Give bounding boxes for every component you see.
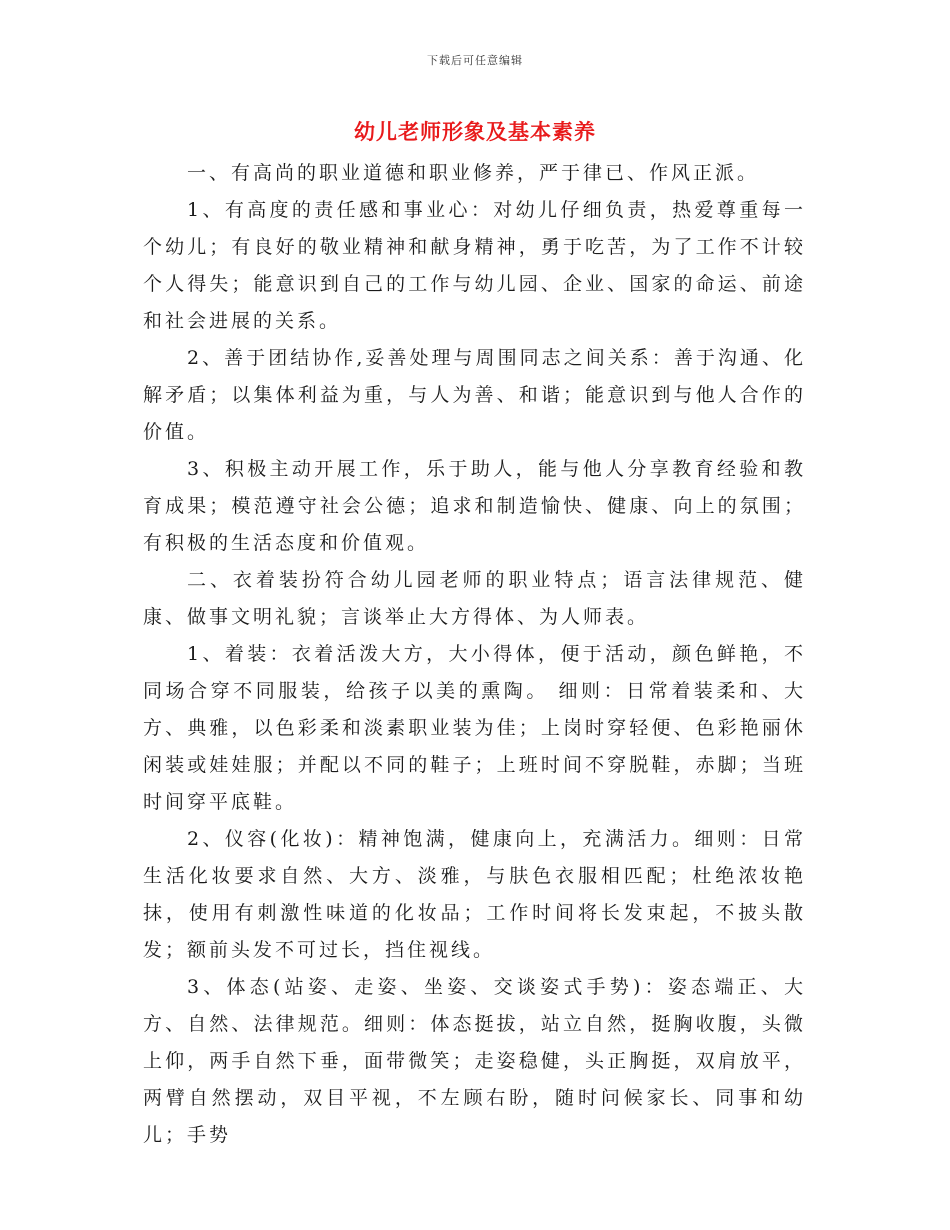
page-header: 下载后可任意编辑	[427, 54, 523, 67]
paragraph-6: 1、着装：衣着活泼大方，大小得体，便于活动，颜色鲜艳，不同场合穿不同服装，给孩子以美的熏陶。 细则：日常着装柔和、大方、典雅，以色彩柔和淡素职业装为佳；上岗时穿轻便、色彩艳丽休闲装或娃娃服；并配以不同的鞋子；上班时间不穿脱鞋，赤脚；当班时间穿平底鞋。	[143, 643, 806, 813]
paragraph-4: 3、积极主动开展工作，乐于助人，能与他人分享教育经验和教育成果；模范遵守社会公德；追求和制造愉快、健康、向上的氛围；有积极的生活态度和价值观。	[143, 458, 806, 554]
paragraph-8: 3、体态(站姿、走姿、坐姿、交谈姿式手势)：姿态端正、大方、自然、法律规范。细则：体态挺拔，站立自然，挺胸收腹，头微上仰，两手自然下垂，面带微笑；走姿稳健，头正胸挺，双肩放平，两臂自然摆动，双目平视，不左顾右盼，随时问候家长、同事和幼儿；手势	[143, 976, 806, 1146]
paragraph-2: 1、有高度的责任感和事业心：对幼儿仔细负责，热爱尊重每一个幼儿；有良好的敬业精神和献身精神，勇于吃苦，为了工作不计较个人得失；能意识到自己的工作与幼儿园、企业、国家的命运、前途和社会进展的关系。	[143, 199, 806, 332]
paragraph-1: 一、有高尚的职业道德和职业修养，严于律已、作风正派。	[187, 162, 760, 184]
document-title: 幼儿老师形象及基本素养	[354, 119, 596, 144]
paragraph-3: 2、善于团结协作,妥善处理与周围同志之间关系：善于沟通、化解矛盾；以集体利益为重，与人为善、和谐；能意识到与他人合作的价值。	[143, 347, 806, 443]
paragraph-5: 二、衣着装扮符合幼儿园老师的职业特点；语言法律规范、健康、做事文明礼貌；言谈举止大方得体、为人师表。	[143, 569, 806, 628]
document-body	[143, 155, 806, 1154]
paragraph-7: 2、仪容(化妆)：精神饱满，健康向上，充满活力。细则：日常生活化妆要求自然、大方、淡雅，与肤色衣服相匹配；杜绝浓妆艳抹，使用有刺激性味道的化妆品；工作时间将长发束起，不披头散发；额前头发不可过长，挡住视线。	[143, 828, 806, 961]
